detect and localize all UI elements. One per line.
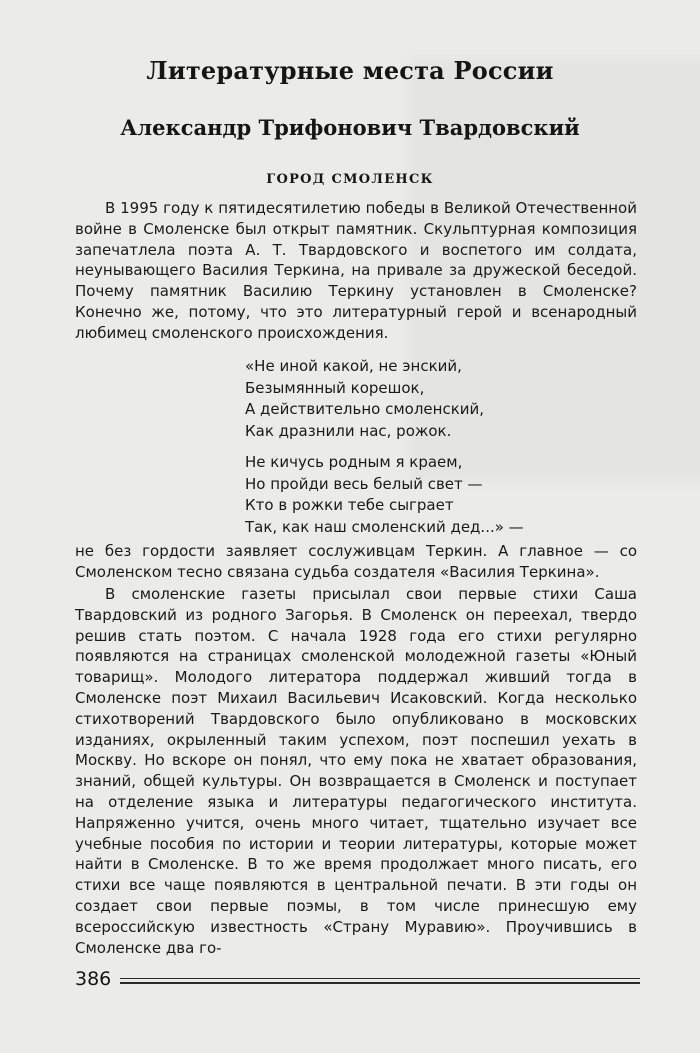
chapter-subheading: ГОРОД СМОЛЕНСК xyxy=(266,172,434,187)
section-title: Литературные места России xyxy=(146,56,554,85)
page-number: 386 xyxy=(75,968,112,990)
poem-line: Но пройди весь белый свет — xyxy=(245,474,483,493)
poem-line: А действительно смоленский, xyxy=(245,400,485,419)
poem-stanza-1 xyxy=(245,356,605,442)
poem-stanza-2 xyxy=(245,452,605,538)
poem-line: Кто в рожки тебе сыграет xyxy=(245,496,454,515)
paragraph-biography xyxy=(75,584,637,958)
paragraph-intro xyxy=(75,198,637,344)
paragraph-text: не без гордости заявляет сослуживцам Теркин. А главное — со Смоленском тесно связана судьба создателя «Василия Теркина». xyxy=(75,542,637,581)
paragraph-after-poem xyxy=(75,541,637,583)
footer-rule xyxy=(120,978,640,979)
poem-line: Не кичусь родным я краем, xyxy=(245,453,463,471)
footer-rule xyxy=(120,982,640,984)
page-footer xyxy=(75,968,640,990)
paragraph-text: В смоленские газеты присылал свои первые стихи Саша Твардовский из родного Загорья. В Смоленск он переехал, твердо решив стать поэтом. С начала 1928 года его стихи регулярно появляются на страницах смоленской молодежной газеты «Юный товарищ». Молодого литератора поддержал живший тогда в Смоленске поэт Михаил Васильевич Исаковский. Когда несколько стихотворений Твардовского было опубликовано в московских изданиях, окрыленный таким успехом, поэт поспешил уехать в Москву. Но вскоре он понял, что ему пока не хватает образования, знаний, общей культуры. Он возвращается в Смоленск и поступает на отделение языка и литературы педагогического института. Напряженно учится, очень много читает, тщательно изучает все учебные пособия по истории и теории литературы, которые может найти в Смоленске. В то же время продолжает много писать, его стихи все чаще появляются в центральной печати. В эти годы он создает свои первые поэмы, в том числе принесшую ему всероссийскую известность «Страну Муравию». Проучившись в Смоленске два го- xyxy=(75,585,637,957)
poem-line: Безымянный корешок, xyxy=(245,378,425,397)
poem-line: Так, как наш смоленский дед...» — xyxy=(245,517,524,536)
poem-line: «Не иной какой, не энский, xyxy=(245,357,462,375)
poem-line: Как дразнили нас, рожок. xyxy=(245,421,452,440)
author-title: Александр Трифонович Твардовский xyxy=(120,115,580,140)
paragraph-text: В 1995 году к пятидесятилетию победы в Великой Отечественной войне в Смоленске был открыт памятник. Скульптурная композиция запечатлела поэта А. Т. Твардовского и воспетого им солдата, неунывающего Василия Теркина, на привале за дружеской беседой. Почему памятник Василию Теркину установлен в Смоленске? Конечно же, потому, что это литературный герой и всенародный любимец смоленского происхождения. xyxy=(75,199,637,342)
